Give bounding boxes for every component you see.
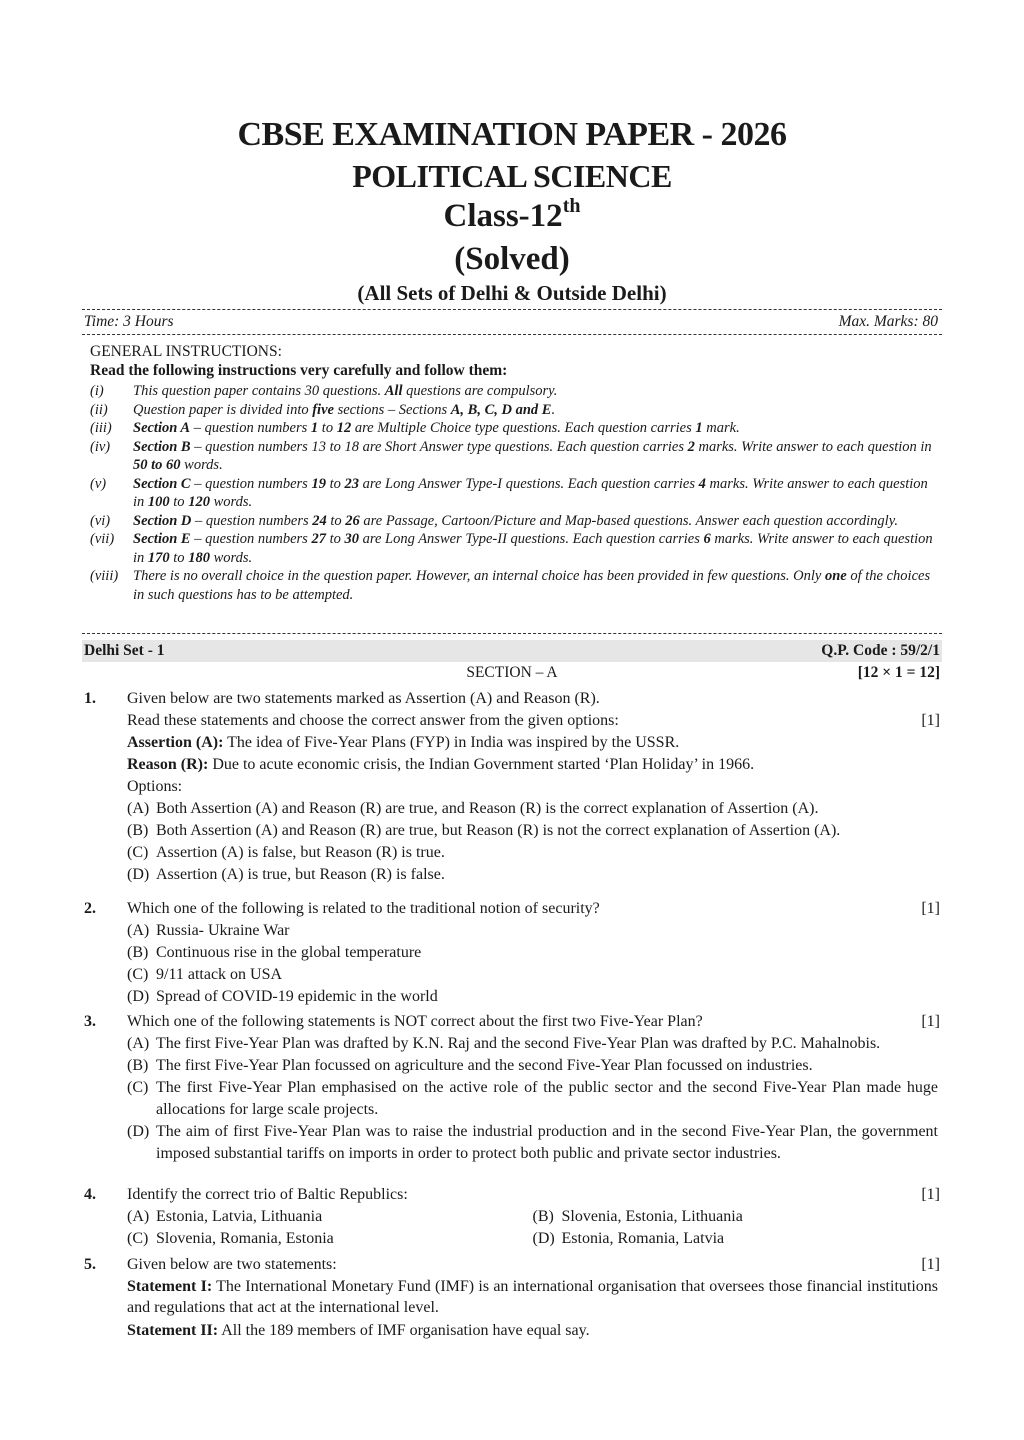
option-key: (A) [127, 1035, 150, 1052]
assertion-label: Assertion (A): [127, 734, 224, 751]
option-text: Estonia, Latvia, Lithuania [156, 1208, 323, 1225]
instruction-item [90, 567, 940, 604]
question-text: Which one of the following statements is NOT correct about the first two Five-Year Plan? [127, 1013, 703, 1030]
instructions-lead: Read the following instructions very carefully and follow them: [90, 362, 508, 379]
option-key: (C) [127, 1230, 149, 1247]
divider [82, 309, 942, 310]
instructions-list [90, 382, 940, 604]
instruction-text: Section B – question numbers 13 to 18 are Short Answer type questions. Each question carries 2 marks. Write answer to each question in 50 to 60 words. [133, 438, 932, 473]
option-b[interactable] [127, 1055, 938, 1077]
option-text: Assertion (A) is false, but Reason (R) is true. [156, 844, 445, 861]
statement-2 [127, 1320, 938, 1342]
reason-label: Reason (R): [127, 756, 209, 773]
option-key: (D) [532, 1230, 555, 1247]
divider [82, 633, 942, 634]
option-a[interactable] [127, 1206, 533, 1228]
option-text: Both Assertion (A) and Reason (R) are true, and Reason (R) is the correct explanation of Assertion (A). [156, 800, 819, 817]
options-list [127, 1033, 938, 1165]
assertion-text: The idea of Five-Year Plans (FYP) in India was inspired by the USSR. [223, 734, 680, 751]
question-marks: [1] [921, 712, 940, 729]
question-number: 5. [84, 1256, 96, 1273]
prompt-text: Read these statements and choose the correct answer from the given options: [127, 712, 619, 729]
option-text: 9/11 attack on USA [156, 966, 283, 983]
instruction-number: (vii) [90, 531, 115, 547]
option-b[interactable] [127, 942, 938, 964]
instruction-number: (ii) [90, 401, 108, 418]
options-label: Options: [127, 778, 183, 795]
class-label: Class-12 [443, 198, 563, 234]
option-c[interactable] [127, 964, 938, 986]
option-text: Assertion (A) is true, but Reason (R) is false. [156, 866, 445, 883]
option-key: (B) [127, 822, 149, 839]
question-text: Given below are two statements: [127, 1256, 337, 1273]
option-a[interactable] [127, 1033, 938, 1055]
instruction-text: Section E – question numbers 27 to 30 are Long Answer Type-II questions. Each question carries 6 marks. Write answer to each question in 170 to 180 words. [133, 531, 933, 566]
instruction-item [90, 530, 940, 567]
time-label: Time: 3 Hours [84, 313, 174, 330]
option-text: The first Five-Year Plan was drafted by K.N. Raj and the second Five-Year Plan was drafted by P.C. Mahalnobis. [156, 1035, 881, 1052]
option-text: Estonia, Romania, Latvia [561, 1230, 725, 1247]
question-number: 3. [84, 1013, 96, 1030]
options-row [127, 1206, 938, 1228]
sets-subtitle: (All Sets of Delhi & Outside Delhi) [357, 281, 667, 305]
option-c[interactable] [127, 1077, 938, 1121]
option-text: The first Five-Year Plan focussed on agriculture and the second Five-Year Plan focussed on industries. [156, 1057, 813, 1074]
option-key: (B) [532, 1208, 554, 1225]
option-key: (D) [127, 988, 150, 1005]
question-text: Which one of the following is related to the traditional notion of security? [127, 900, 600, 917]
option-a[interactable] [127, 920, 938, 942]
option-text: Both Assertion (A) and Reason (R) are true, but Reason (R) is not the correct explanation of Assertion (A). [156, 822, 841, 839]
question-marks: [1] [921, 1013, 940, 1030]
instruction-item [90, 512, 940, 531]
instruction-text: Question paper is divided into five sections – Sections A, B, C, D and E. [133, 401, 556, 418]
instruction-number: (vi) [90, 512, 111, 529]
option-key: (A) [127, 1208, 150, 1225]
option-key: (A) [127, 922, 150, 939]
option-d[interactable] [127, 986, 938, 1008]
class-title [82, 195, 942, 234]
set-label: Delhi Set - 1 [84, 642, 165, 659]
option-d[interactable] [127, 1121, 938, 1165]
section-marks: [12 × 1 = 12] [857, 664, 940, 681]
instruction-item [90, 382, 940, 401]
option-text: Continuous rise in the global temperature [156, 944, 422, 961]
reason-text: Due to acute economic crisis, the Indian Government started ‘Plan Holiday’ in 1966. [208, 756, 755, 773]
question-number: 2. [84, 900, 96, 917]
question-marks: [1] [921, 900, 940, 917]
question-intro: Given below are two statements marked as Assertion (A) and Reason (R). [127, 690, 600, 707]
options-list [127, 920, 938, 1008]
instruction-item [90, 475, 940, 512]
instruction-text: Section C – question numbers 19 to 23 are Long Answer Type-I questions. Each question carries 4 marks. Write answer to each question in 100 to 120 words. [133, 475, 928, 510]
question-number: 4. [84, 1186, 96, 1203]
option-text: Spread of COVID-19 epidemic in the world [156, 988, 438, 1005]
question-marks: [1] [921, 1186, 940, 1203]
option-b[interactable] [533, 1206, 939, 1228]
solved-title: (Solved) [454, 241, 570, 277]
statement-1 [127, 1276, 938, 1318]
option-text: Russia- Ukraine War [156, 922, 290, 939]
option-c[interactable] [127, 1228, 533, 1250]
question-marks: [1] [921, 1256, 940, 1273]
instruction-number: (iv) [90, 438, 111, 455]
instruction-item [90, 438, 940, 475]
option-d[interactable] [533, 1228, 939, 1250]
statement-2-text: All the 189 members of IMF organisation have equal say. [218, 1322, 590, 1339]
option-key: (D) [127, 1123, 150, 1140]
statement-2-label: Statement II: [127, 1322, 219, 1339]
paper-title: CBSE EXAMINATION PAPER - 2026 [237, 116, 787, 153]
option-key: (C) [127, 966, 149, 983]
assertion-line [127, 732, 938, 754]
set-bar [82, 640, 942, 662]
instruction-number: (viii) [90, 568, 119, 584]
divider [82, 334, 942, 335]
question-text: Identify the correct trio of Baltic Republics: [127, 1186, 408, 1203]
meta-row [84, 313, 938, 331]
option-key: (D) [127, 866, 150, 883]
instruction-text: Section A – question numbers 1 to 12 are Multiple Choice type questions. Each question carries 1 mark. [133, 420, 740, 436]
instruction-text: There is no overall choice in the question paper. However, an internal choice has been provided in few questions. Only one of the choices in such questions has to be attempted. [133, 568, 931, 603]
option-b[interactable] [127, 820, 938, 842]
options-row [127, 1228, 938, 1250]
class-superscript: th [562, 195, 581, 217]
option-key: (B) [127, 1057, 149, 1074]
option-key: (C) [127, 1079, 149, 1096]
instruction-item [90, 419, 940, 438]
option-key: (C) [127, 844, 149, 861]
option-text: Slovenia, Estonia, Lithuania [561, 1208, 743, 1225]
question-prompt [127, 710, 938, 732]
qp-code: Q.P. Code : 59/2/1 [821, 642, 940, 659]
instructions-heading: GENERAL INSTRUCTIONS: [90, 343, 282, 360]
option-text: The first Five-Year Plan emphasised on the active role of the public sector and the second Five-Year Plan made huge allocations for large scale projects. [156, 1079, 938, 1118]
instruction-number: (i) [90, 383, 104, 399]
option-text: The aim of first Five-Year Plan was to raise the industrial production and in the second Five-Year Plan, the government imposed substantial tariffs on imports in order to protect both public and private sector industries. [156, 1123, 938, 1162]
instruction-text: Section D – question numbers 24 to 26 are Passage, Cartoon/Picture and Map-based questions. Answer each question accordingly. [133, 512, 898, 529]
statement-1-text: The International Monetary Fund (IMF) is an international organisation that oversees those financial institutions and regulations that act at the international level. [127, 1278, 939, 1316]
option-text: Slovenia, Romania, Estonia [156, 1230, 334, 1247]
statement-1-label: Statement I: [127, 1278, 213, 1295]
section-title: SECTION – A [466, 664, 558, 681]
option-key: (B) [127, 944, 149, 961]
options-list [127, 798, 938, 886]
option-c[interactable] [127, 842, 938, 864]
max-marks-label: Max. Marks: 80 [838, 313, 938, 330]
instruction-item [90, 401, 940, 420]
instruction-number: (iii) [90, 420, 112, 436]
instruction-text: This question paper contains 30 questions. All questions are compulsory. [133, 383, 558, 399]
reason-line [127, 754, 938, 776]
option-d[interactable] [127, 864, 938, 886]
option-key: (A) [127, 800, 150, 817]
instruction-number: (v) [90, 475, 107, 492]
question-number: 1. [84, 690, 96, 707]
option-a[interactable] [127, 798, 938, 820]
subject-title: POLITICAL SCIENCE [352, 158, 672, 194]
